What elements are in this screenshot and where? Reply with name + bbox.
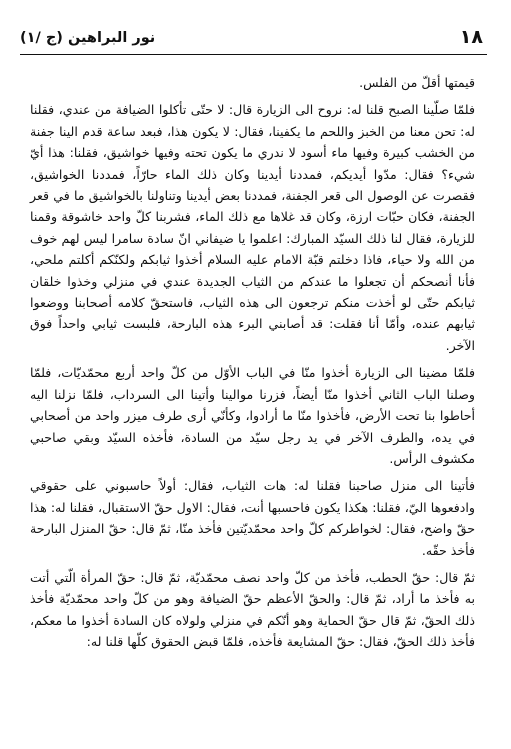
paragraph: قيمتها أقلّ من الفلس. [359, 75, 475, 90]
paragraph: فلمّا مضينا الى الزيارة أخذوا منّا في الباب الأوّل من كلّ واحد أربع محمّديّات، فلمّا وصلنا الباب الثاني أخذوا منّا أيضاً، فزرنا موالينا وأتينا الى السرداب، فلمّا نزلنا اليه أحاطوا بنا تحت الأرض، فأخذوا منّا ما أرادوا، وكأنّي أرى طرف ميزر واحد من أصحابي في يده، والطرف الآخر في يد رجل سيّد من السادة، فأخذه السيّد وبقي صاحبي مكشوف الرأس. [30, 365, 475, 466]
paragraph: فأتينا الى منزل صاحبنا فقلنا له: هات الثياب، فقال: أولاً حاسبوني على حقوقي وادفعوها اليّ، فقلنا: هكذا يكون فاحسبها أنت، فقال: الاول حقّ الاستقبال، فقلنا له: هذا حقّ واضح، فقال: لخواطركم كلّ واحد محمّديّتين فأخذ منّا، ثمّ قال: حقّ المنزل البارحة فأخذ حقّه. [30, 478, 475, 558]
paragraph: ثمّ قال: حقّ الحطب، فأخذ من كلّ واحد نصف محمّديّة، ثمّ قال: حقّ المرأة الّتي أتت به فأخذ ما أراد، ثمّ قال: والحقّ الأعظم حقّ الضيافة وهو من كلّ واحد محمّديّة فأخذ ذلك الحقّ، ثمّ قال حقّ الحماية وهو أنّكم في منزلي ولولاه كان السادة أخذوا ما معكم، فأخذ ذلك الحقّ، فقال: حقّ المشايعة فأخذه، فلمّا قبض الحقوق كلّها قلنا له: [30, 569, 475, 650]
body-text [30, 72, 475, 653]
paragraph: فلمّا صلّينا الصبح قلنا له: نروح الى الزيارة قال: لا حتّى تأكلوا الضيافة من عندي، فقلنا له: تحن معنا من الخبز واللحم ما يكفينا، فقال: لا يكون هذا، فبعد ساعة قدم الينا جفنة من الخشب كبيرة وفيها ماء أسود لا ندري ما يكون تحته وفيها خواشيق، فقلنا: هذا أيّ شيء؟ فقال: مدّوا أيديكم، فمددنا أيدينا وكان ذلك الماء حارّاً، فمددنا الخواشيق، فقصرت عن الوصول الى قعر الجفنة، فمددنا بعض أيدينا وتناولنا بالخواشيق ما في قعر الجفنة، فكان حبّات ارزة، وكان قد غلاها مع ذلك الماء، فشربنا كلّ واحد خاشوقة وقمنا للزيارة، فقال لنا ذلك السيّد المبارك: اعلموا يا ضيفاني انّ سادة سامرا ليس لهم خوف من الله ولا حياء، فاذا دخلتم قبّة الامام عليه السلام أخذوا ثيابكم ولكنّكم أكلتم ملحي، فأنا أنصحكم أن تجعلوا ما عندكم من الثياب الجديدة عندي في منزلي وخذوا خلقان ثيابكم حتّى لو أخذت منكم ترجعون الى هذه الثياب، فاستحقّ كلامه أصحابنا ووضعوا ثيابهم عنده، وأمّا أنا فقلت: قد أصابني البرء هذه البارحة، فلبست ثيابي واحداً فوق الآخر. [30, 102, 475, 353]
book-title: نور البراهين (ج /١) [20, 30, 156, 46]
header-rule [20, 54, 487, 55]
running-header [20, 26, 483, 50]
page-number: ١٨ [459, 26, 483, 48]
